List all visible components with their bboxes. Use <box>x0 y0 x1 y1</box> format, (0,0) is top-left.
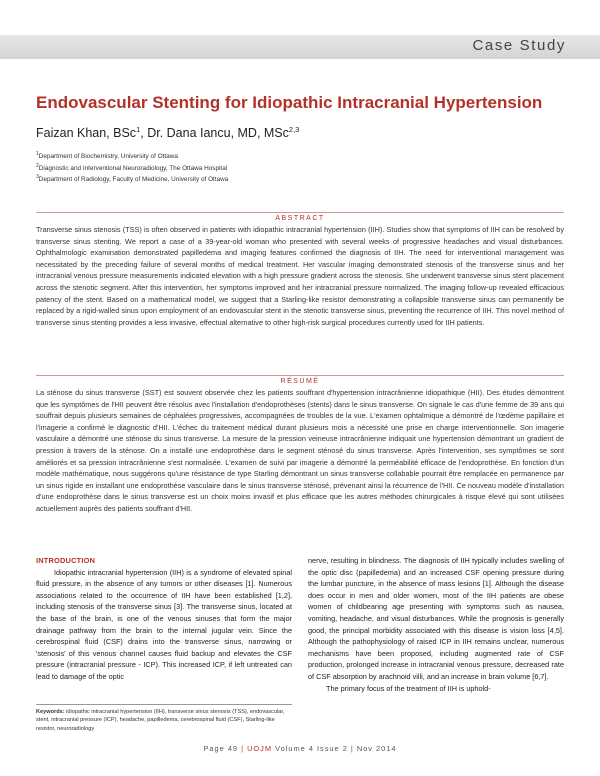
section-label: Case Study <box>472 37 566 54</box>
keywords-text: idiopathic intracranial hypertension (IIH), transverse sinus stenosis (TSS), endovascular, stent, intracranial pressure (ICP), headache, papilledema, cerebrospinal fluid (CSF), Starling-like resistor, neuroradiology <box>36 709 285 732</box>
introduction-paragraph-1: Idiopathic intracranial hypertension (IIH) is a syndrome of elevated spinal fluid pressure, in the absence of any tumors or other diseases [1]. Numerous associations related to the occurrence of IIH have been established [1,2], including stenosis of the transverse sinus [3]. The transverse sinus, located at the base of the brain, is one of the venous sinuses that form the major drainage pathway from the brain to the internal jugular vein. Since the cerebrospinal fluid (CSF) drains into the transverse sinus, narrowing or 'stenosis' of this venous channel causes fluid backup and elevates the CSF pressure (intracranial pressure - ICP). This increased ICP, if left untreated can lead to damage of the optic <box>36 567 292 681</box>
affiliation-3 <box>36 173 228 185</box>
introduction-paragraph-1-continued: nerve, resulting in blindness. The diagnosis of IIH typically includes swelling of the optic disc (papilledema) and an increased CSF opening pressure during the lumbar puncture, in the absence of mass lesions [1]. Although the disease does occur in men and older women, most of the IIH patients are obese women of childbearing age presenting with symptoms such as nausea, vomiting, headache, and visual disturbances. While the prognosis is generally good, the principal morbidity associated with this disease is vision loss [4,5]. Although the pathophysiology of raised ICP in IIH remains unclear, numerous mechanisms have been proposed, including augmented rate of CSF production, prolonged increase in intracranial venous pressure, decreased rate of CSF absorption by arachnoid villi, and an increase in brain volume [6,7]. <box>308 556 564 681</box>
affiliation-2-text: Diagnostic and Interventional Neuroradiology, The Ottawa Hospital <box>38 164 228 172</box>
section-banner <box>0 35 600 59</box>
volume-issue: Volume 4 Issue 2 <box>275 744 348 753</box>
keywords-label: Keywords: <box>36 709 65 715</box>
page-number: Page 49 <box>203 744 239 753</box>
body-column-left <box>36 555 292 683</box>
resume-heading: RÉSUMÉ <box>275 378 326 385</box>
affiliation-3-text: Department of Radiology, Faculty of Medicine, University of Ottawa <box>38 176 229 184</box>
abstract-heading: ABSTRACT <box>269 215 330 222</box>
affiliation-1 <box>36 150 228 162</box>
author-separator: , <box>140 126 148 141</box>
resume-text: La sténose du sinus transverse (SST) est souvent observée chez les patients souffrant d'hypertension intracrânienne idiopathique (HII). Des études démontrent que les symptômes de l'HII peuvent être résolus avec l'installation d'endoprothèses (stents) dans le sinus transverse. On signale le cas d'une femme de 39 ans qui souffrait depuis plusieurs semaines de céphalées progressives, accompagnées de troubles de la vue. L'examen ophtalmique a démontré de l'œdème papillaire et l'imagerie a confirmé le diagnostic d'HII. L'échec du traitement médical durant plusieurs mois a nécessité une prise en charge interventionnelle. Son imagerie vasculaire a démontré une sténose du sinus transverse. La mesure de la pression veineuse intracrânienne indiquait une hypertension démontrant un gradient de pression à travers de la sténose. On a installé une endoprothèse dans le segment sténosé du sinus transverse. Après l'intervention, ses symptômes se sont améliorés et sa pression intracrânienne s'est normalisée. L'examen de suivi par imagerie a démontré la perméabilité efficace de l'endoprothèse. En fonction d'un modèle mathématique, nous suggérons qu'une résistance de type Starling démontrant un sinus transverse collabable pourrait être remplacée en permanence par un sinus rigide en installant une endoprothèse vasculaire dans le sinus transverse sténosé, prévenant ainsi la récurrence de l'HII. Ce nouveau modèle d'installation d'une endoprothèse dans le sinus transverse est un choix moins invasif et plus efficace que les autres méthodes chirurgicales à risque élevé qui sont utilisées actuellement auprès des patients souffrant d'HII. <box>36 388 564 513</box>
affiliations <box>36 150 228 185</box>
footer-separator-2: | <box>350 744 357 753</box>
article-title: Endovascular Stenting for Idiopathic Intracranial Hypertension <box>36 93 543 112</box>
footer-separator: | <box>241 744 248 753</box>
abstract-heading-rule <box>36 212 564 223</box>
author-line <box>36 125 299 140</box>
affiliation-2 <box>36 162 228 174</box>
page-footer <box>0 744 600 753</box>
resume-heading-rule <box>36 375 564 386</box>
author-1-name: Faizan Khan, BSc <box>36 126 137 141</box>
journal-name: UOJM <box>247 744 273 753</box>
author-2-affil: 2,3 <box>288 125 300 134</box>
introduction-heading: INTRODUCTION <box>36 556 96 565</box>
affiliation-2-num: 2 <box>36 162 39 169</box>
abstract-text: Transverse sinus stenosis (TSS) is often observed in patients with idiopathic intracranial hypertension (IIH). Studies show that symptoms of IIH can be resolved by transverse sinus stenting. We report a case of a 39-year-old woman who presented with several weeks of progressive headaches and visual disturbances. Ophthalmologic examination demonstrated papilledema and imaging features confirmed the diagnosis of IIH. The need for interventional management was necessitated by the preceding failure of several months of medical treatment. Her vascular imaging demonstrated stenosis of the transverse sinus and her intracranial venous pressure measurements indicated elevation with a high pressure gradient across the stenosis. She underwent transverse sinus stent placement across the stenotic segment. After this intervention, her symptoms improved and her intracranial pressure normalized. The imaging follow-up revealed efficacious patency of the stent. Based on a mathematical model, we suggest that a Starling-like resistor demonstrating a collapsible transverse sinus can permanently be replaced by a rigid-walled sinus upon employment of an endovascular stent in the stenotic transverse sinus, preventing the recurrence of IIH. This novel method of transverse sinus stenting provides a less invasive, effectual alternative to other high-risk surgical procedures currently used for IIH patients. <box>36 225 564 327</box>
author-1-affil: 1 <box>136 125 141 134</box>
affiliation-1-num: 1 <box>36 151 39 157</box>
issue-date: Nov 2014 <box>356 744 397 753</box>
author-2-name: Dr. Dana Iancu, MD, MSc <box>147 126 289 141</box>
body-column-right <box>308 555 564 694</box>
affiliation-1-text: Department of Biochemistry, University of Ottawa <box>38 153 178 161</box>
affiliation-3-num: 3 <box>36 174 39 181</box>
introduction-paragraph-2: The primary focus of the treatment of IIH is uphold- <box>326 683 491 693</box>
keywords-box <box>36 704 292 733</box>
